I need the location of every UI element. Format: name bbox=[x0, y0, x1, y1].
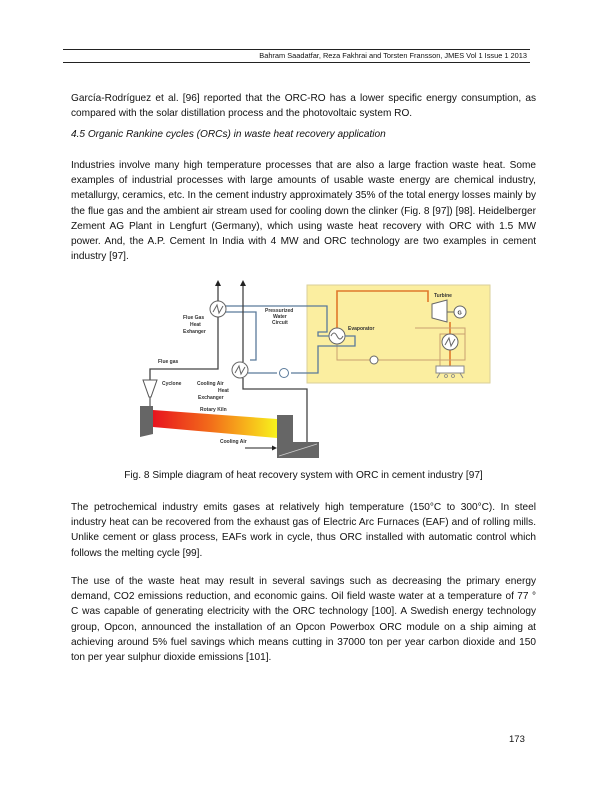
evaporator-label: Evaporator bbox=[348, 326, 375, 332]
orc-pump-icon bbox=[370, 356, 378, 364]
kiln-inlet-block bbox=[140, 406, 153, 437]
cooling-air-hx-label-3: Exchanger bbox=[198, 395, 224, 401]
pressurized-label-3: Circuit bbox=[272, 320, 288, 326]
rotary-kiln-label: Rotary Kiln bbox=[200, 407, 227, 413]
exhaust-arrow-icon-2 bbox=[240, 280, 246, 286]
paragraph-petrochemical: The petrochemical industry emits gases at relatively high temperature (150°C to 300°C). In steel industry heat can be recovered from the exhaust gas of Electric Arc Furnaces (EAF) and of rolling mills. Unlike cement or glass process, EAFs work in cycle, thus ORC installed with automatic control which follows the melting cycle [99]. bbox=[71, 502, 536, 559]
paragraph-industries: Industries involve many high temperature processes that are also a large fraction waste heat. Some examples of industrial processes with large amounts of usable waste energy are chemical industry, metallurgy, ceramics, etc. In the cement industry approximately 35% of the total energy losses mainly by the flue gas and the ambient air stream used for cooling down the clinker (Fig. 8 [97]) [98]. Heidelberger Zement AG Plant in Lengfurt (Germany), which using waste heat recovery with ORC with 1.5 MW power. And, the A.P. Cement In India with 4 MW and ORC technology are two examples in cement industry [97]. bbox=[71, 160, 536, 263]
cooling-air-hx-label-1: Cooling Air bbox=[197, 381, 224, 387]
pressurized-label-1: Pressurized bbox=[265, 308, 294, 314]
cooling-air-label: Cooling Air bbox=[220, 439, 247, 445]
exhaust-arrow-icon bbox=[215, 280, 221, 286]
rotary-kiln bbox=[153, 410, 277, 438]
pressurized-label-2: Water bbox=[273, 314, 287, 320]
flue-gas-hx-label-3: Exhanger bbox=[183, 329, 206, 335]
flue-gas-hx-label-2: Heat bbox=[190, 322, 201, 328]
cyclone-label: Cyclone bbox=[162, 381, 182, 387]
section-heading: 4.5 Organic Rankine cycles (ORCs) in waste heat recovery application bbox=[71, 129, 386, 140]
header-rule-bottom bbox=[63, 62, 530, 63]
header-rule-top bbox=[63, 49, 530, 50]
cooling-air-hx-label-2: Heat bbox=[218, 388, 229, 394]
paragraph-intro: García-Rodríguez et al. [96] reported that the ORC-RO has a lower specific energy consumption, as compared with the solar distillation process and the photovoltaic system RO. bbox=[71, 93, 536, 120]
turbine-icon bbox=[432, 300, 447, 322]
paragraph-waste-heat: The use of the waste heat may result in several savings such as decreasing the primary energy demand, CO2 emissions reduction, and economic gains. Oil field waste water at a temperature of 77 ° C was capable of generating electricity with the ORC technology [100]. A Swedish energy technology group, Opcon, announced the installation of an Opcon Powerbox ORC module on a ship aiming at achieving around 5% fuel savings which means cutting in 37000 ton per year carbon dioxide and 150 ton per year sulphur dioxide emissions [101]. bbox=[71, 576, 536, 664]
generator-label: G bbox=[457, 310, 462, 317]
turbine-label: Turbine bbox=[434, 293, 452, 299]
flue-gas-hx-label-1: Flue Gas bbox=[183, 315, 205, 321]
water-pump-icon bbox=[280, 369, 289, 378]
air-cooler-icon bbox=[436, 366, 464, 373]
kiln-outlet-block bbox=[277, 415, 293, 442]
cooling-air-arrow-icon bbox=[272, 446, 277, 451]
figure-heat-recovery-diagram bbox=[140, 272, 492, 462]
running-head: Bahram Saadatfar, Reza Fakhrai and Torsten Fransson, JMES Vol 1 Issue 1 2013 bbox=[259, 51, 527, 60]
page-number: 173 bbox=[509, 734, 525, 745]
cyclone-icon bbox=[143, 380, 157, 397]
flue-gas-label: Flue gas bbox=[158, 359, 179, 365]
figure-caption: Fig. 8 Simple diagram of heat recovery system with ORC in cement industry [97] bbox=[124, 470, 483, 481]
